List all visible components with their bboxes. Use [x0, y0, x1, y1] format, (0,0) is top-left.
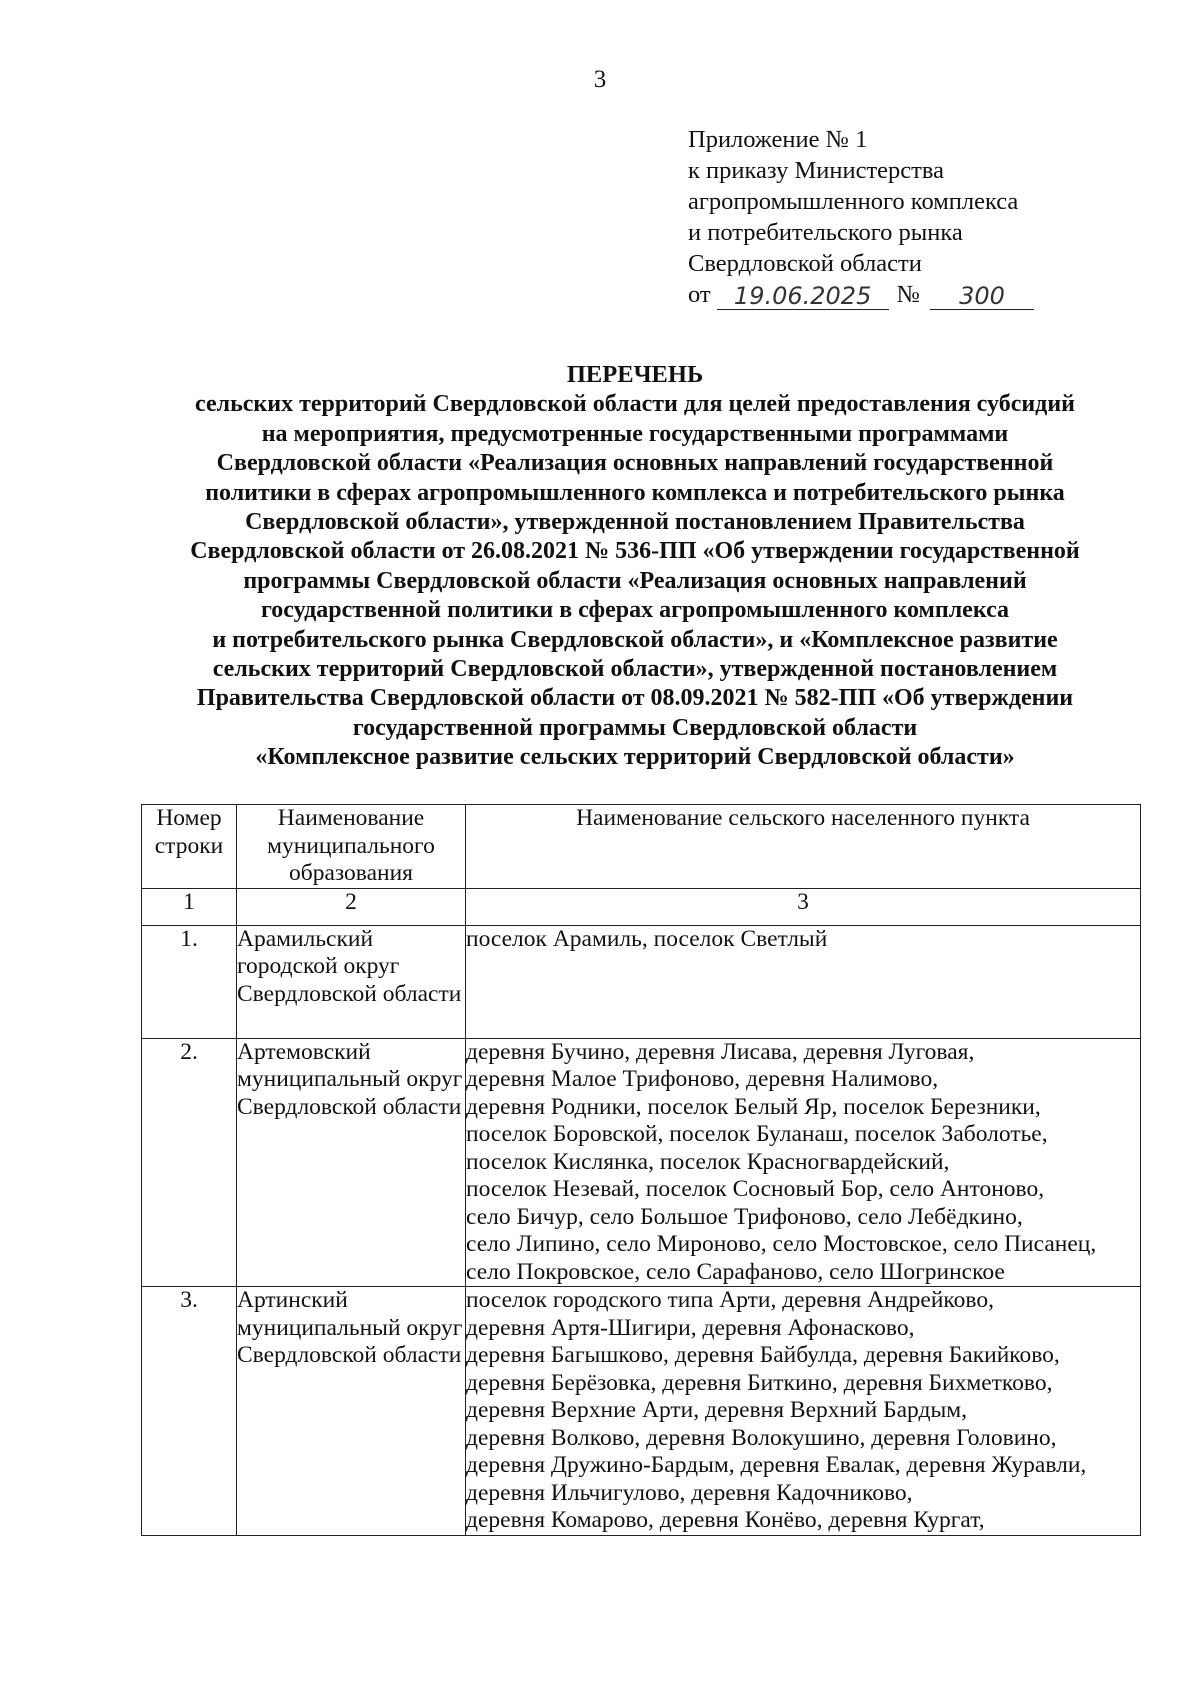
municipality-name: Арамильский городской округ Свердловской области	[237, 925, 466, 1038]
handwritten-number: 300	[930, 283, 1034, 310]
settlement-line: деревня Комарово, деревня Конёво, деревня Кургат,	[466, 1507, 985, 1533]
appendix-line: Приложение № 1	[688, 126, 868, 153]
title-line: Свердловской области от 26.08.2021 № 536-ПП «Об утверждении государственной	[190, 538, 1080, 565]
settlement-line: поселок Незевай, поселок Сосновый Бор, село Антоново,	[466, 1176, 1045, 1202]
appendix-line: и потребительского рынка	[688, 219, 963, 246]
document-title	[140, 360, 1130, 773]
title-line: сельских территорий Свердловской области», утвержденной постановлением	[212, 656, 1058, 683]
settlement-line: деревня Артя-Шигири, деревня Афонасково,	[466, 1314, 915, 1341]
header-municipality: Наименование муниципального образования	[237, 805, 466, 889]
column-index: 1	[142, 888, 237, 925]
settlement-line: деревня Родники, поселок Белый Яр, поселок Березники,	[466, 1093, 1041, 1120]
row-number: 3.	[142, 1287, 237, 1536]
settlement-line: село Покровское, село Сарафаново, село Шогринское	[466, 1258, 1005, 1285]
row-number: 2.	[142, 1038, 237, 1287]
settlement-line: деревня Волково, деревня Волокушино, деревня Головино,	[466, 1424, 1057, 1451]
municipality-name: Артемовский муниципальный округ Свердловской области	[237, 1038, 466, 1287]
table-index-row	[142, 888, 1141, 925]
settlement-line: поселок Боровской, поселок Буланаш, поселок Заболотье,	[466, 1121, 1048, 1147]
handwritten-date: 19.06.2025	[717, 283, 889, 310]
appendix-line: к приказу Министерства	[688, 157, 944, 184]
settlement-line: деревня Багышково, деревня Байбулда, деревня Бакийково,	[466, 1342, 1060, 1368]
settlement-line: поселок городского типа Арти, деревня Андрейково,	[466, 1287, 994, 1313]
settlements-table	[141, 804, 1141, 1536]
number-label: №	[896, 281, 921, 308]
title-line: Правительства Свердловской области от 08.09.2021 № 582-ПП «Об утверждении	[196, 685, 1074, 712]
table-row	[142, 1038, 1141, 1287]
settlement-line: поселок Арамиль, поселок Светлый	[466, 925, 828, 952]
appendix-block	[688, 124, 1034, 310]
title-line: сельских территорий Свердловской области для целей предоставления субсидий	[195, 391, 1075, 418]
title-line: «Комплексное развитие сельских территорий Свердловской области»	[255, 744, 1015, 771]
settlement-line: деревня Дружино-Бардым, деревня Евалак, деревня Журавли,	[466, 1452, 1087, 1478]
table-row	[142, 925, 1141, 1038]
settlement-line: село Бичур, село Большое Трифоново, село Лебёдкино,	[466, 1203, 1023, 1230]
settlement-line: деревня Бучино, деревня Лисава, деревня Луговая,	[466, 1038, 975, 1065]
table-row	[142, 1287, 1141, 1536]
title-line: программы Свердловской области «Реализация основных направлений	[243, 567, 1027, 594]
column-index: 3	[466, 888, 1141, 925]
settlement-list	[466, 925, 1141, 1038]
from-label: от	[688, 281, 711, 308]
title-line: Свердловской области «Реализация основных направлений государственной	[216, 450, 1054, 477]
row-number: 1.	[142, 925, 237, 1038]
page-number: 3	[593, 66, 607, 93]
header-row-number: Номер строки	[142, 805, 237, 889]
settlement-line: поселок Кислянка, поселок Красногвардейский,	[466, 1148, 950, 1175]
settlement-line: село Липино, село Мироново, село Мостовское, село Писанец,	[466, 1231, 1097, 1257]
title-line: на мероприятия, предусмотренные государственными программами	[261, 420, 1009, 447]
order-date-number-line	[688, 279, 1034, 310]
title-line: политики в сферах агропромышленного комплекса и потребительского рынка	[205, 479, 1065, 506]
settlement-line: деревня Верхние Арти, деревня Верхний Бардым,	[466, 1397, 967, 1423]
title-heading: ПЕРЕЧЕНЬ	[566, 361, 704, 388]
municipality-name: Артинский муниципальный округ Свердловской области	[237, 1287, 466, 1536]
title-line: и потребительского рынка Свердловской области», и «Комплексное развитие	[212, 626, 1058, 653]
title-line: государственной программы Свердловской области	[352, 714, 918, 741]
settlement-list	[466, 1287, 1141, 1536]
settlement-line: деревня Малое Трифоново, деревня Налимово,	[466, 1066, 939, 1092]
title-line: государственной политики в сферах агропромышленного комплекса	[260, 597, 1010, 624]
column-index: 2	[237, 888, 466, 925]
table-header-row	[142, 805, 1141, 889]
appendix-line: агропромышленного комплекса	[688, 188, 1019, 215]
settlement-line: деревня Берёзовка, деревня Биткино, деревня Бихметково,	[466, 1369, 1053, 1396]
settlement-line: деревня Ильчигулово, деревня Кадочниково,	[466, 1479, 913, 1506]
settlement-list	[466, 1038, 1141, 1287]
title-line: Свердловской области», утвержденной постановлением Правительства	[245, 509, 1025, 536]
header-settlement: Наименование сельского населенного пункта	[466, 805, 1141, 889]
appendix-line: Свердловской области	[688, 250, 922, 277]
